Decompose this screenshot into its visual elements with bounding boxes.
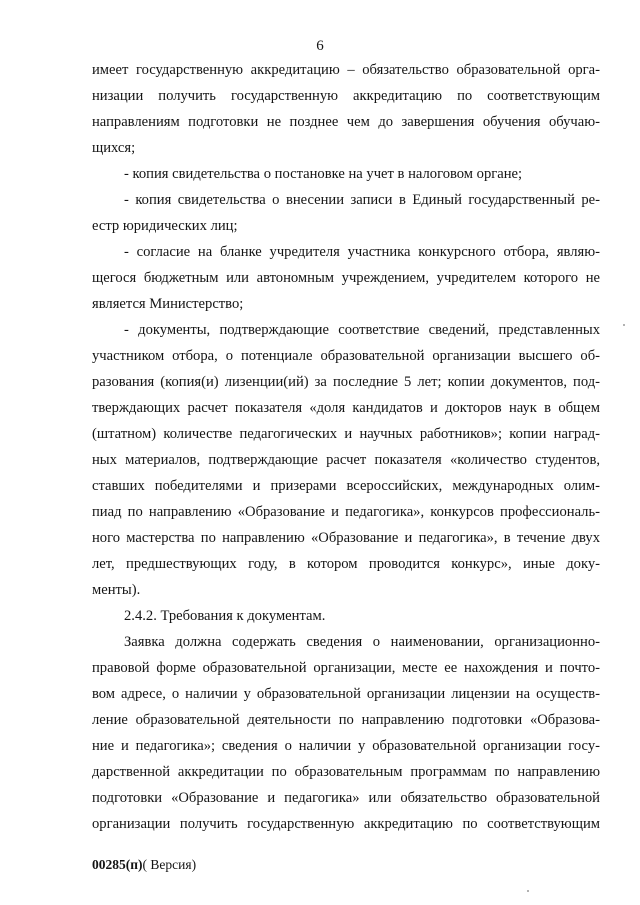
text-line: тверждающих расчет показателя «доля кандидатов и докторов наук в общем [92,400,600,416]
list-item: - согласие на бланке учредителя участника конкурсного отбора, являю- [124,244,600,260]
document-footer [92,857,196,873]
text-line: является Министерство; [92,296,244,312]
text-line: вом адресе, о наличии у образовательной организации лицензии на осуществ- [92,686,600,702]
footer-code: 00285(п) [92,857,143,872]
text-line: дарственной аккредитации по образовательным программам по направлению [92,764,600,780]
text-line: ление образовательной деятельности по направлению подготовки «Образова- [92,712,600,728]
text-line: щегося бюджетным или автономным учреждением, учредителем которого не [92,270,600,286]
text-line: направлениям подготовки не позднее чем до завершения обучения обучаю- [92,114,600,130]
text-line: низации получить государственную аккредитацию по соответствующим [92,88,600,104]
list-item: - копия свидетельства о постановке на учет в налоговом органе; [124,166,523,182]
text-line: разования (копия(и) лизенции(ий) за последние 5 лет; копии документов, под- [92,374,600,390]
text-line: ставших победителями и призерами всероссийских, международных олим- [92,478,600,494]
text-line: организации получить государственную аккредитацию по соответствующим [92,816,600,832]
scan-speck [623,324,625,326]
text-line: правовой форме образовательной организации, месте ее нахождения и почто- [92,660,600,676]
text-line: имеет государственную аккредитацию – обязательство образовательной орга- [92,62,600,78]
text-line: ных материалов, подтверждающие расчет показателя «количество студентов, [92,452,600,468]
paragraph-start: Заявка должна содержать сведения о наименовании, организационно- [124,634,600,650]
scan-speck [527,890,529,892]
list-item: - копия свидетельства о внесении записи в Единый государственный ре- [124,192,600,208]
text-line: пиад по направлению «Образование и педагогика», конкурсов профессиональ- [92,504,600,520]
text-line: (штатном) количестве педагогических и научных работников»; копии наград- [92,426,600,442]
text-line: менты). [92,582,141,598]
text-line: ние и педагогика»; сведения о наличии у образовательной организации госу- [92,738,600,754]
text-line: участником отбора, о потенциале образовательной организации высшего об- [92,348,600,364]
text-line: естр юридических лиц; [92,218,238,234]
page-number: 6 [316,38,324,54]
text-line: подготовки «Образование и педагогика» или обязательство образовательной [92,790,600,806]
list-item: - документы, подтверждающие соответствие сведений, представленных [124,322,600,338]
text-line: лет, предшествующих году, в котором проводится конкурс», иные доку- [92,556,600,572]
text-line: ного мастерства по направлению «Образование и педагогика», в течение двух [92,530,600,546]
section-heading: 2.4.2. Требования к документам. [124,608,326,624]
footer-version: ( Версия) [142,857,197,872]
text-line: щихся; [92,140,136,156]
